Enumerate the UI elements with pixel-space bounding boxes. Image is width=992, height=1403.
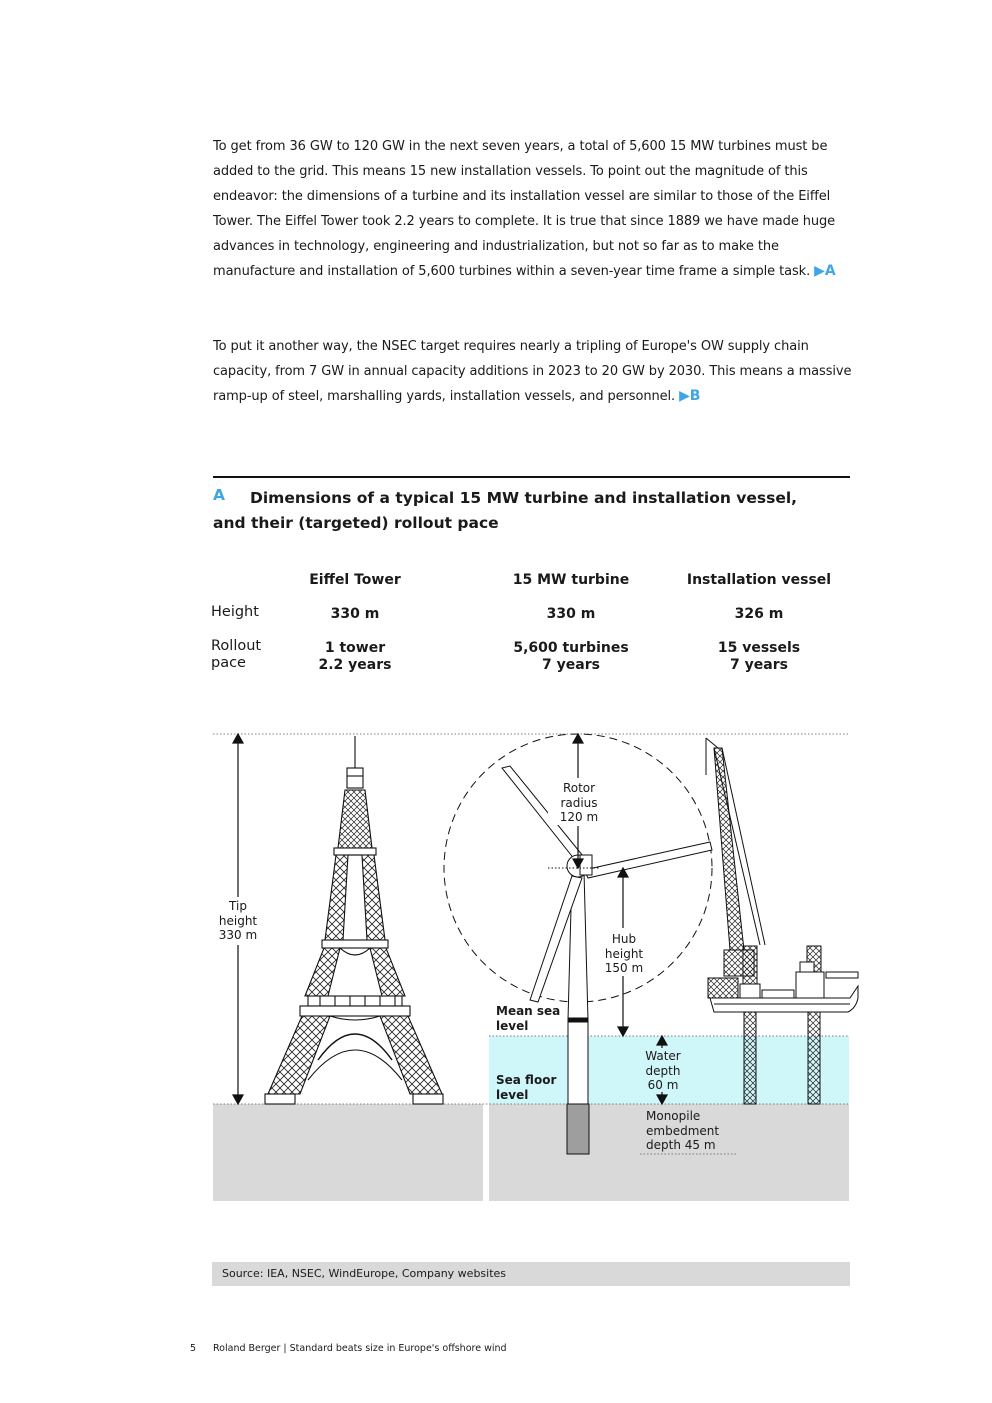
rotor-radius-line-2: radius [560, 795, 598, 810]
tip-height-label [208, 899, 268, 943]
figure-title: Dimensions of a typical 15 MW turbine and installation vessel, and their (targeted) rollout pace [213, 489, 798, 532]
pace-turbine-count: 5,600 turbines [513, 640, 629, 656]
sea-floor-level-line-2: level [496, 1087, 529, 1102]
mean-sea-level-line-2: level [496, 1018, 529, 1033]
tip-height-line-2: height [218, 913, 258, 928]
mean-sea-level-label [496, 1004, 560, 1033]
monopile [567, 1104, 589, 1154]
hub-height-line-1: Hub [611, 932, 637, 946]
pace-eiffel-years: 2.2 years [318, 657, 392, 673]
height-vessel: 326 m [734, 606, 784, 622]
height-eiffel: 330 m [330, 606, 380, 622]
mean-sea-level-line-1: Mean sea [496, 1004, 561, 1018]
paragraph-2-text: To put it another way, the NSEC target requires nearly a tripling of Europe's OW supply chain capacity, from 7 GW in annual capacity additions in 2023 to 20 GW by 2030. This means a massive ramp-up of steel, marshalling yards, installation vessels, and personnel. [213, 339, 852, 404]
water-depth-label [634, 1049, 692, 1093]
tip-height-line-3: 330 m [218, 928, 258, 942]
rotor-radius-line-1: Rotor [562, 781, 596, 795]
tip-height-line-1: Tip [229, 899, 247, 913]
pace-turbine-years: 7 years [542, 657, 600, 673]
row-label-height: Height [211, 604, 259, 620]
rotor-radius-line-3: 120 m [559, 810, 599, 824]
column-header-turbine: 15 MW turbine [512, 572, 630, 588]
row-label-pace-1: Rollout [211, 638, 262, 654]
pace-eiffel-count: 1 tower [324, 640, 386, 656]
source-note [212, 1262, 850, 1286]
hub-height-line-2: height [604, 946, 644, 961]
monopile-line-2: embedment [646, 1123, 720, 1138]
figure-letter: A [213, 486, 225, 504]
ground-left [213, 1104, 483, 1201]
sea-floor-level-label [496, 1073, 556, 1102]
footer-text: Roland Berger | Standard beats size in Europe's offshore wind [213, 1343, 507, 1354]
pace-vessel-count: 15 vessels [717, 640, 801, 656]
water-depth-line-1: Water [645, 1049, 681, 1063]
monopile-embedment-label [646, 1109, 719, 1153]
figure-b-reference-link[interactable]: ▶B [679, 388, 701, 404]
source-text: Source: IEA, NSEC, WindEurope, Company websites [222, 1267, 507, 1280]
column-header-eiffel: Eiffel Tower [309, 572, 401, 588]
water-depth-line-3: 60 m [647, 1078, 679, 1092]
rotor-radius-label [548, 781, 610, 825]
hub-height-label [594, 932, 654, 976]
eiffel-tower-drawing [265, 736, 443, 1104]
page-number: 5 [190, 1343, 197, 1354]
monopile-line-3: depth 45 m [646, 1138, 716, 1152]
paragraph-1-text: To get from 36 GW to 120 GW in the next seven years, a total of 5,600 15 MW turbines must be added to the grid. This means 15 new installation vessels. To point out the magnitude of this endeavor: the dimensions of a turbine and its installation vessel are similar to those of the Eiffel Tower. The Eiffel Tower took 2.2 years to complete. It is true that since 1889 we have made huge advances in technology, engineering and industrialization, but not so far as to make the manufacture and installation of 5,600 turbines within a seven-year time frame a simple task. [213, 139, 836, 279]
height-turbine: 330 m [546, 606, 596, 622]
hub-height-line-3: 150 m [604, 961, 644, 975]
figure-a-reference-link[interactable]: ▶A [814, 263, 836, 279]
pace-vessel-years: 7 years [730, 657, 788, 673]
water-depth-line-2: depth [645, 1063, 681, 1078]
column-header-vessel: Installation vessel [686, 572, 832, 588]
sea-floor-level-line-1: Sea floor [496, 1073, 557, 1087]
monopile-line-1: Monopile [646, 1109, 701, 1123]
row-label-pace-2: pace [211, 655, 246, 671]
